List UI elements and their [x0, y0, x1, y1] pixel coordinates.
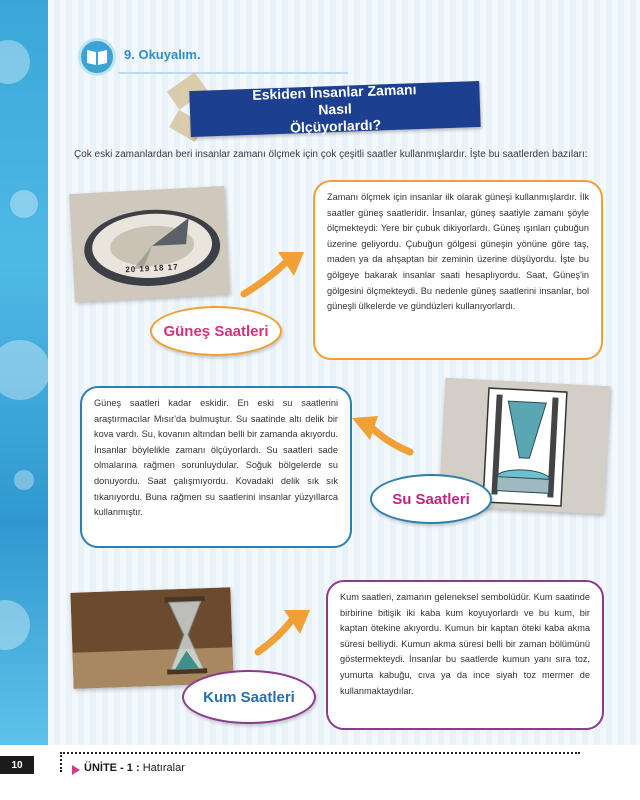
sundial-photo — [69, 186, 229, 302]
bubble-decoration — [14, 470, 34, 490]
page-title: Eskiden İnsanlar Zamanı Nasıl Ölçüyorlardı? — [252, 80, 417, 136]
arrow-left-icon — [346, 412, 416, 458]
sundial-label: Güneş Saatleri — [150, 306, 282, 356]
footer-unit — [84, 762, 185, 774]
triangle-icon — [72, 765, 80, 775]
unit-number: ÜNİTE - 1 : — [84, 762, 140, 774]
section-title: 9. Okuyalım. — [124, 47, 201, 62]
arrow-right-icon — [240, 248, 310, 298]
page-number: 10 — [0, 756, 34, 774]
sundial-textbox: Zamanı ölçmek için insanlar ilk olarak güneşi kullanmışlardır. İlk saatler güneş saatleridir. İnsanlar, güneş saatiyle zamanı şöyle ölçmekteydi: Yere bir çubuk dikiyorlardı. Güneş ışınları çubuğun üzerine geliyordu. Çubuğun gölgesi güneşin yönüne göre taş, maden ya da ahşaptan bir zeminin üzerine düşüyordu. İşte bu gölgeye bakarak insanlar saati hesaplıyordu. Saat, Güneş'in gölgesini ölçmekteydi. Bu nedenle güneş saatlerini insanlar, bol güneşli ülkelerde ve gündüzleri kullanıyorlardı. — [313, 180, 603, 360]
section-heading — [78, 38, 378, 76]
unit-name: Hatıralar — [142, 762, 185, 774]
divider — [118, 72, 348, 74]
footer-divider — [60, 752, 580, 754]
sundial-hour-numbers: 20 19 18 17 — [125, 262, 179, 275]
decorative-left-strip — [0, 0, 48, 745]
hourglass-label: Kum Saatleri — [182, 670, 316, 724]
intro-text: Çok eski zamanlardan beri insanlar zamanı ölçmek için çok çeşitli saatler kullanmışlardır. İşte bu saatlerden bazıları: — [74, 149, 588, 160]
water-clock-label: Su Saatleri — [370, 474, 492, 524]
bubble-decoration — [0, 600, 30, 650]
bubble-decoration — [0, 40, 30, 84]
bubble-decoration — [10, 190, 38, 218]
footer-divider — [60, 752, 62, 772]
hourglass-textbox: Kum saatleri, zamanın geleneksel sembolüdür. Kum saatinde birbirine bitişik iki kaba kum koyuyorlardı ve bu kum, bir kaptan ötekine akıyordu. Kumun bir kaptan öteki kaba akma süresi belliydi. Kumun akma süresi belli bir zaman bölümünü göstermekteydi. İnsanlar bu saatlerde kumun yanı sıra toz, yumurta kabuğu, cıva ya da ince siyah toz mermer de kullanmaktaydılar. — [326, 580, 604, 730]
arrow-right-icon — [254, 606, 314, 656]
water-clock-textbox: Güneş saatleri kadar eskidir. En eski su saatlerini araştırmacılar Mısır'da bulmuştur. Su saatinde altı delik bir kova vardı. Su, kovanın altından belli bir zamanda akıyordu. İnsanlar böylelikle zamanı ölçüyorlardı. Su saatleri sade olmalarına rağmen sorunluydular. Soğuk bölgelerde su donuyordu. Saat çalışmıyordu. Kovadaki delik sık sık tıkanıyordu. Buna rağmen su saatlerini insanlar yüzyıllarca kullanmıştır. — [80, 386, 352, 548]
book-icon — [78, 38, 116, 76]
hourglass-photo — [70, 587, 233, 689]
bubble-decoration — [0, 340, 48, 400]
